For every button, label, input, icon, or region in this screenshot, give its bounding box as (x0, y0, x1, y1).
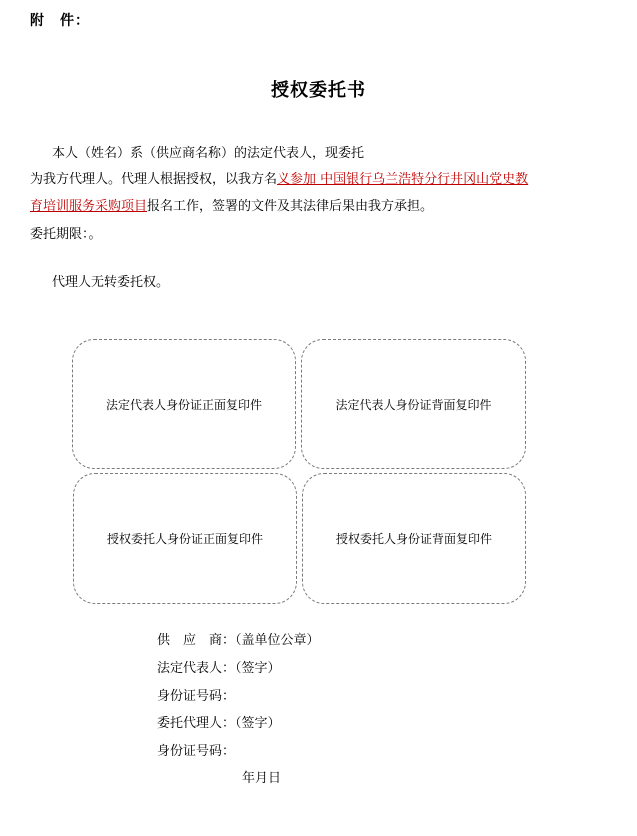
project-name-part-2: 育培训服务采购项目 (30, 199, 148, 214)
no-subdelegation-line: 代理人无转委托权。 (52, 275, 170, 290)
project-name-part-1: 义参加 中国银行乌兰浩特分行井冈山党史教 (277, 172, 529, 187)
legal-rep-id-line: 身份证号码： (157, 689, 236, 704)
attachment-label: 附 件： (30, 13, 90, 29)
id-box-legal-rep-front (72, 339, 296, 469)
paragraph-line-3 (30, 199, 433, 215)
id-box-label: 授权委托人身份证正面复印件 (106, 532, 263, 546)
term-line: 委托期限：。 (30, 227, 102, 242)
document-title: 授权委托书 (271, 80, 366, 101)
agent-id-line: 身份证号码： (157, 744, 236, 759)
paragraph-line-2 (30, 172, 528, 188)
paragraph-line-1: 本人（姓名）系（供应商名称）的法定代表人，现委托 (52, 146, 365, 161)
id-box-agent-back (302, 473, 526, 604)
date-line: 年月日 (242, 771, 282, 786)
agent-signature-line: 委托代理人：（签字） (157, 716, 281, 731)
id-box-agent-front (73, 473, 297, 604)
id-box-label: 法定代表人身份证背面复印件 (335, 397, 492, 412)
paragraph-line-2-text: 为我方代理人。代理人根据授权，以我方名 (30, 172, 278, 187)
legal-rep-signature-line: 法定代表人：（签字） (157, 661, 281, 676)
id-box-label: 授权委托人身份证背面复印件 (335, 532, 492, 546)
supplier-signature-line: 供 应 商：（盖单位公章） (157, 633, 320, 648)
id-box-label: 法定代表人身份证正面复印件 (105, 397, 262, 412)
paragraph-line-3-text: 报名工作，签署的文件及其法律后果由我方承担。 (147, 199, 434, 214)
id-box-legal-rep-back (301, 339, 526, 469)
